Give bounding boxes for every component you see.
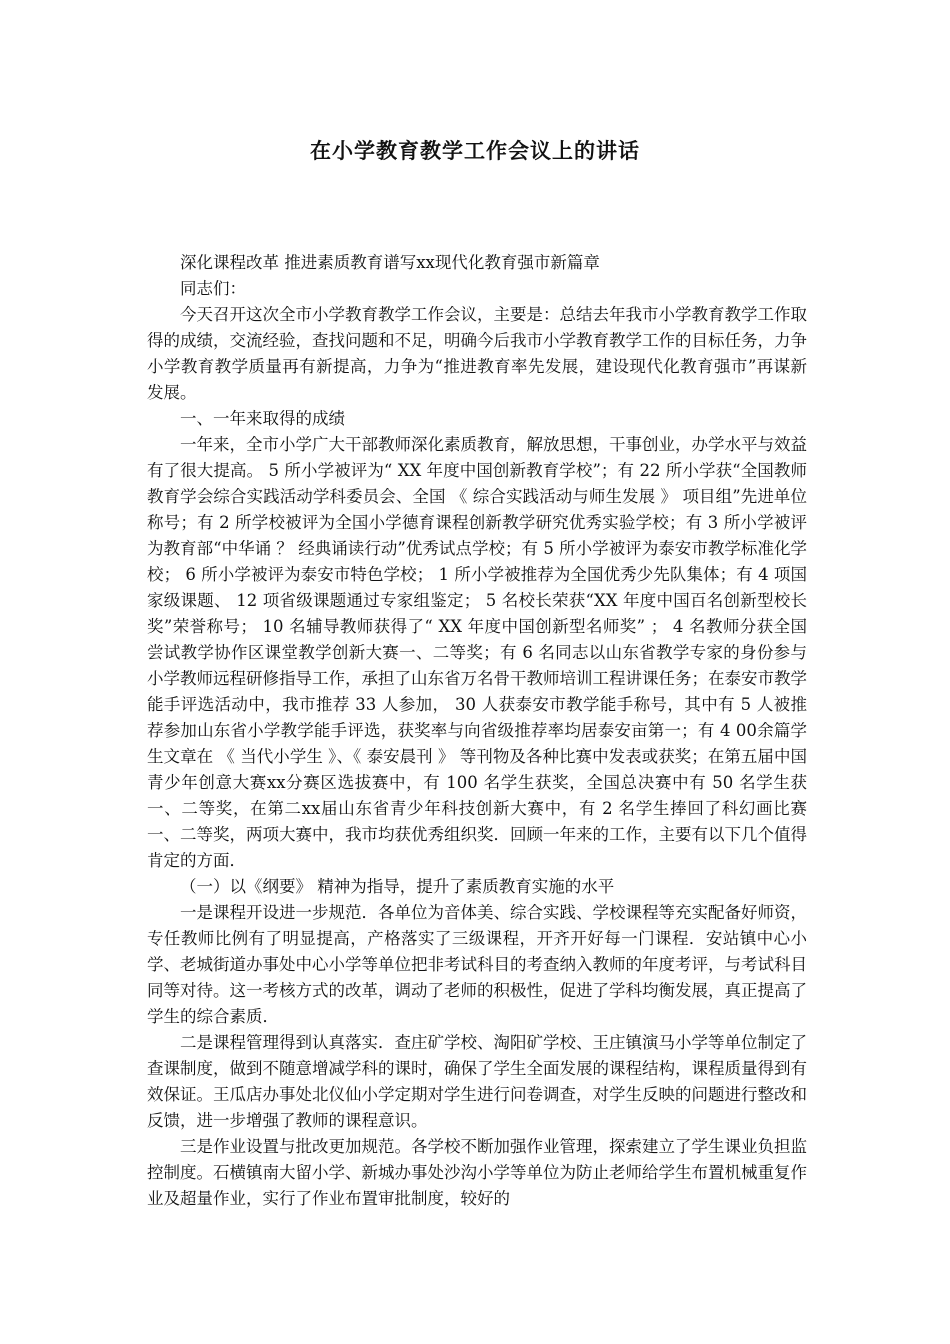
achievements-paragraph: 一年来，全市小学广大干部教师深化素质教育，解放思想，干事创业，办学水平与效益有了很大提高。 5 所小学被评为“ XX 年度中国创新教育学校”；有 22 所小学获“全国教师教育学会综合实践活动学科委员会、全国 《 综合实践活动与师生发展 》 项目组”先进单位称号；有 2 所学校被评为全国小学德育课程创新教学研究优秀实验学校；有 3 所小学被评为教育部“中华诵 ？ 经典诵读行动”优秀试点学校；有 5 所小学被评为泰安市教学标准化学校； 6 所小学被评为泰安市特色学校； 1 所小学被推荐为全国优秀少先队集体；有 4 项国家级课题、 12 项省级课题通过专家组鉴定； 5 名校长荣获“XX 年度中国百名创新型校长奖”荣誉称号； 10 名辅导教师获得了“ XX 年度中国创新型名师奖” ； 4 名教师分获全国尝试教学协作区课堂教学创新大赛一、二等奖；有 6 名同志以山东省教学专家的身份参与小学教师远程研修指导工作，承担了山东省万名骨干教师培训工程讲课任务；在泰安市教学能手评选活动中，我市推荐 33 人参加， 30 人获泰安市教学能手称号，其中有 5 人被推荐参加山东省小学教学能手评选，获奖率与向省级推荐率均居泰安亩第一；有 4 00余篇学生文章在 《 当代小学生 》、《 泰安晨刊 》 等刊物及各种比赛中发表或获奖；在第五届中国青少年创意大赛xx分赛区选拔赛中，有 100 名学生获奖，全国总决赛中有 50 名学生获一、二等奖，在第二xx届山东省青少年科技创新大赛中，有 2 名学生捧回了科幻画比赛一、二等奖，两项大赛中，我市均获优秀组织奖．回顾一年来的工作，主要有以下几个值得肯定的方面．: [147, 435, 807, 870]
homework-paragraph: 三是作业设置与批改更加规范。各学校不断加强作业管理，探索建立了学生课业负担监控制度。石横镇南大留小学、新城办事处沙沟小学等单位为防止老师给学生布置机械重复作业及超量作业，实行了作业布置审批制度，较好的: [147, 1137, 807, 1208]
curriculum-paragraph: 一是课程开设进一步规范．各单位为音体美、综合实践、学校课程等充实配备好师资，专任教师比例有了明显提高，产格落实了三级课程，开齐开好每一门课程．安站镇中心小学、老城街道办事处中心小学等单位把非考试科目的考查纳入教师的年度考评，与考试科目同等对待。这一考核方式的改革，调动了老师的积极性，促进了学科均衡发展，真正提高了学生的综合素质．: [147, 903, 807, 1026]
document-title: 在小学教育教学工作会议上的讲话: [310, 138, 640, 163]
section-heading-1: 一、一年来取得的成绩: [180, 409, 345, 428]
salutation-paragraph: 同志们：: [180, 279, 246, 298]
intro-paragraph: 今天召开这次全市小学教育教学工作会议，主要是：总结去年我市小学教育教学工作取得的成绩，交流经验，查找问题和不足，明确今后我市小学教育教学工作的目标任务，力争小学教育教学质量再有新提高，力争为“推进教育率先发展，建设现代化教育强市”再谋新发展。: [147, 305, 807, 402]
subtitle-paragraph: 深化课程改革 推进素质教育谱写xx现代化教育强市新篇章: [180, 253, 600, 272]
management-paragraph: 二是课程管理得到认真落实．查庄矿学校、淘阳矿学校、王庄镇演马小学等单位制定了查课制度，做到不随意增减学科的课时，确保了学生全面发展的课程结构，课程质量得到有效保证。王瓜店办事处北仪仙小学定期对学生进行问卷调查，对学生反映的问题进行整改和反馈，进一步增强了教师的课程意识。: [147, 1033, 807, 1130]
subsection-heading-1: （一）以《纲要》 精神为指导，提升了素质教育实施的水平: [180, 877, 615, 896]
document-body: [147, 250, 807, 1212]
